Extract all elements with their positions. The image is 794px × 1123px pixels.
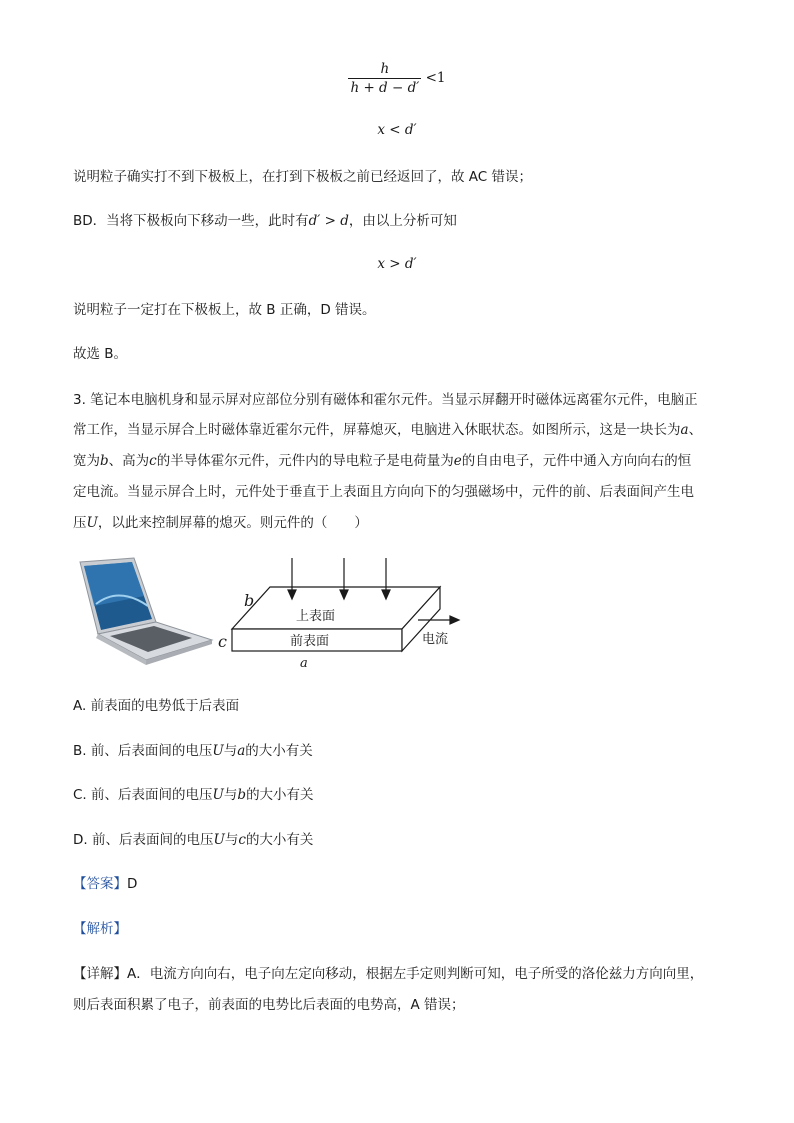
semiconductor-slab <box>232 587 440 651</box>
fraction-relation: <1 <box>425 70 446 86</box>
question-line-3: 宽为b、高为c的半导体霍尔元件，元件内的导电粒子是电荷量为e的自由电子，元件中通入方向向右的恒 <box>73 453 692 469</box>
detail-tag: 【详解】 <box>73 966 127 982</box>
label-c: c <box>218 632 227 651</box>
fraction-numerator: h <box>348 60 421 79</box>
option-a: A. 前表面的电势低于后表面 <box>73 698 240 714</box>
current-label: 电流 <box>422 632 449 647</box>
question-line-2: 常工作，当显示屏合上时磁体靠近霍尔元件，屏幕熄灭，电脑进入休眠状态。如图所示，这是一块长为a、 <box>73 422 703 438</box>
label-b: b <box>244 591 255 610</box>
formula-fraction <box>0 60 794 97</box>
option-d: D. 前、后表面间的电压U与c的大小有关 <box>73 832 314 848</box>
answer-line <box>73 874 137 894</box>
choice-line: 故选 B。 <box>73 346 128 362</box>
conclusion-line-2: 说明粒子一定打在下极板上，故 B 正确，D 错误。 <box>73 302 376 318</box>
formula-x-less-d: x < d′ <box>377 122 417 138</box>
top-surface-label: 上表面 <box>296 609 336 624</box>
detail-line-2: 则后表面积累了电子，前表面的电势比后表面的电势高，A 错误； <box>73 997 465 1013</box>
option-c: C. 前、后表面间的电压U与b的大小有关 <box>73 787 314 803</box>
detail-line-1: 【详解】A．电流方向向右，电子向左定向移动，根据左手定则判断可知，电子所受的洛伦兹力方向向里， <box>73 966 704 982</box>
question-line-1: 3. 笔记本电脑机身和显示屏对应部位分别有磁体和霍尔元件。当显示屏翻开时磁体远离霍尔元件，电脑正 <box>73 392 698 408</box>
conclusion-line-1: 说明粒子确实打不到下极板上，在打到下极板之前已经返回了，故 AC 错误； <box>73 169 533 185</box>
answer-tag: 【答案】 <box>73 876 127 892</box>
front-surface-label: 前表面 <box>290 634 330 649</box>
label-a: a <box>300 656 308 671</box>
bd-analysis-line: BD．当将下极板向下移动一些，此时有d′ > d，由以上分析可知 <box>73 213 457 229</box>
bd-inequality: d′ > d <box>308 213 349 229</box>
fraction-denominator: h + d − d′ <box>350 80 420 96</box>
answer-value: D <box>127 876 138 892</box>
hall-element-figure <box>74 556 474 671</box>
question-line-5: 压U，以此来控制屏幕的熄灭。则元件的（ ） <box>73 515 368 531</box>
question-line-4: 定电流。当显示屏合上时，元件处于垂直于上表面且方向向下的匀强磁场中，元件的前、后表面间产生电 <box>73 484 694 500</box>
laptop-image <box>80 558 212 665</box>
analysis-tag: 【解析】 <box>73 921 127 937</box>
option-b: B. 前、后表面间的电压U与a的大小有关 <box>73 743 313 759</box>
formula-x-greater-d: x > d′ <box>377 256 417 272</box>
